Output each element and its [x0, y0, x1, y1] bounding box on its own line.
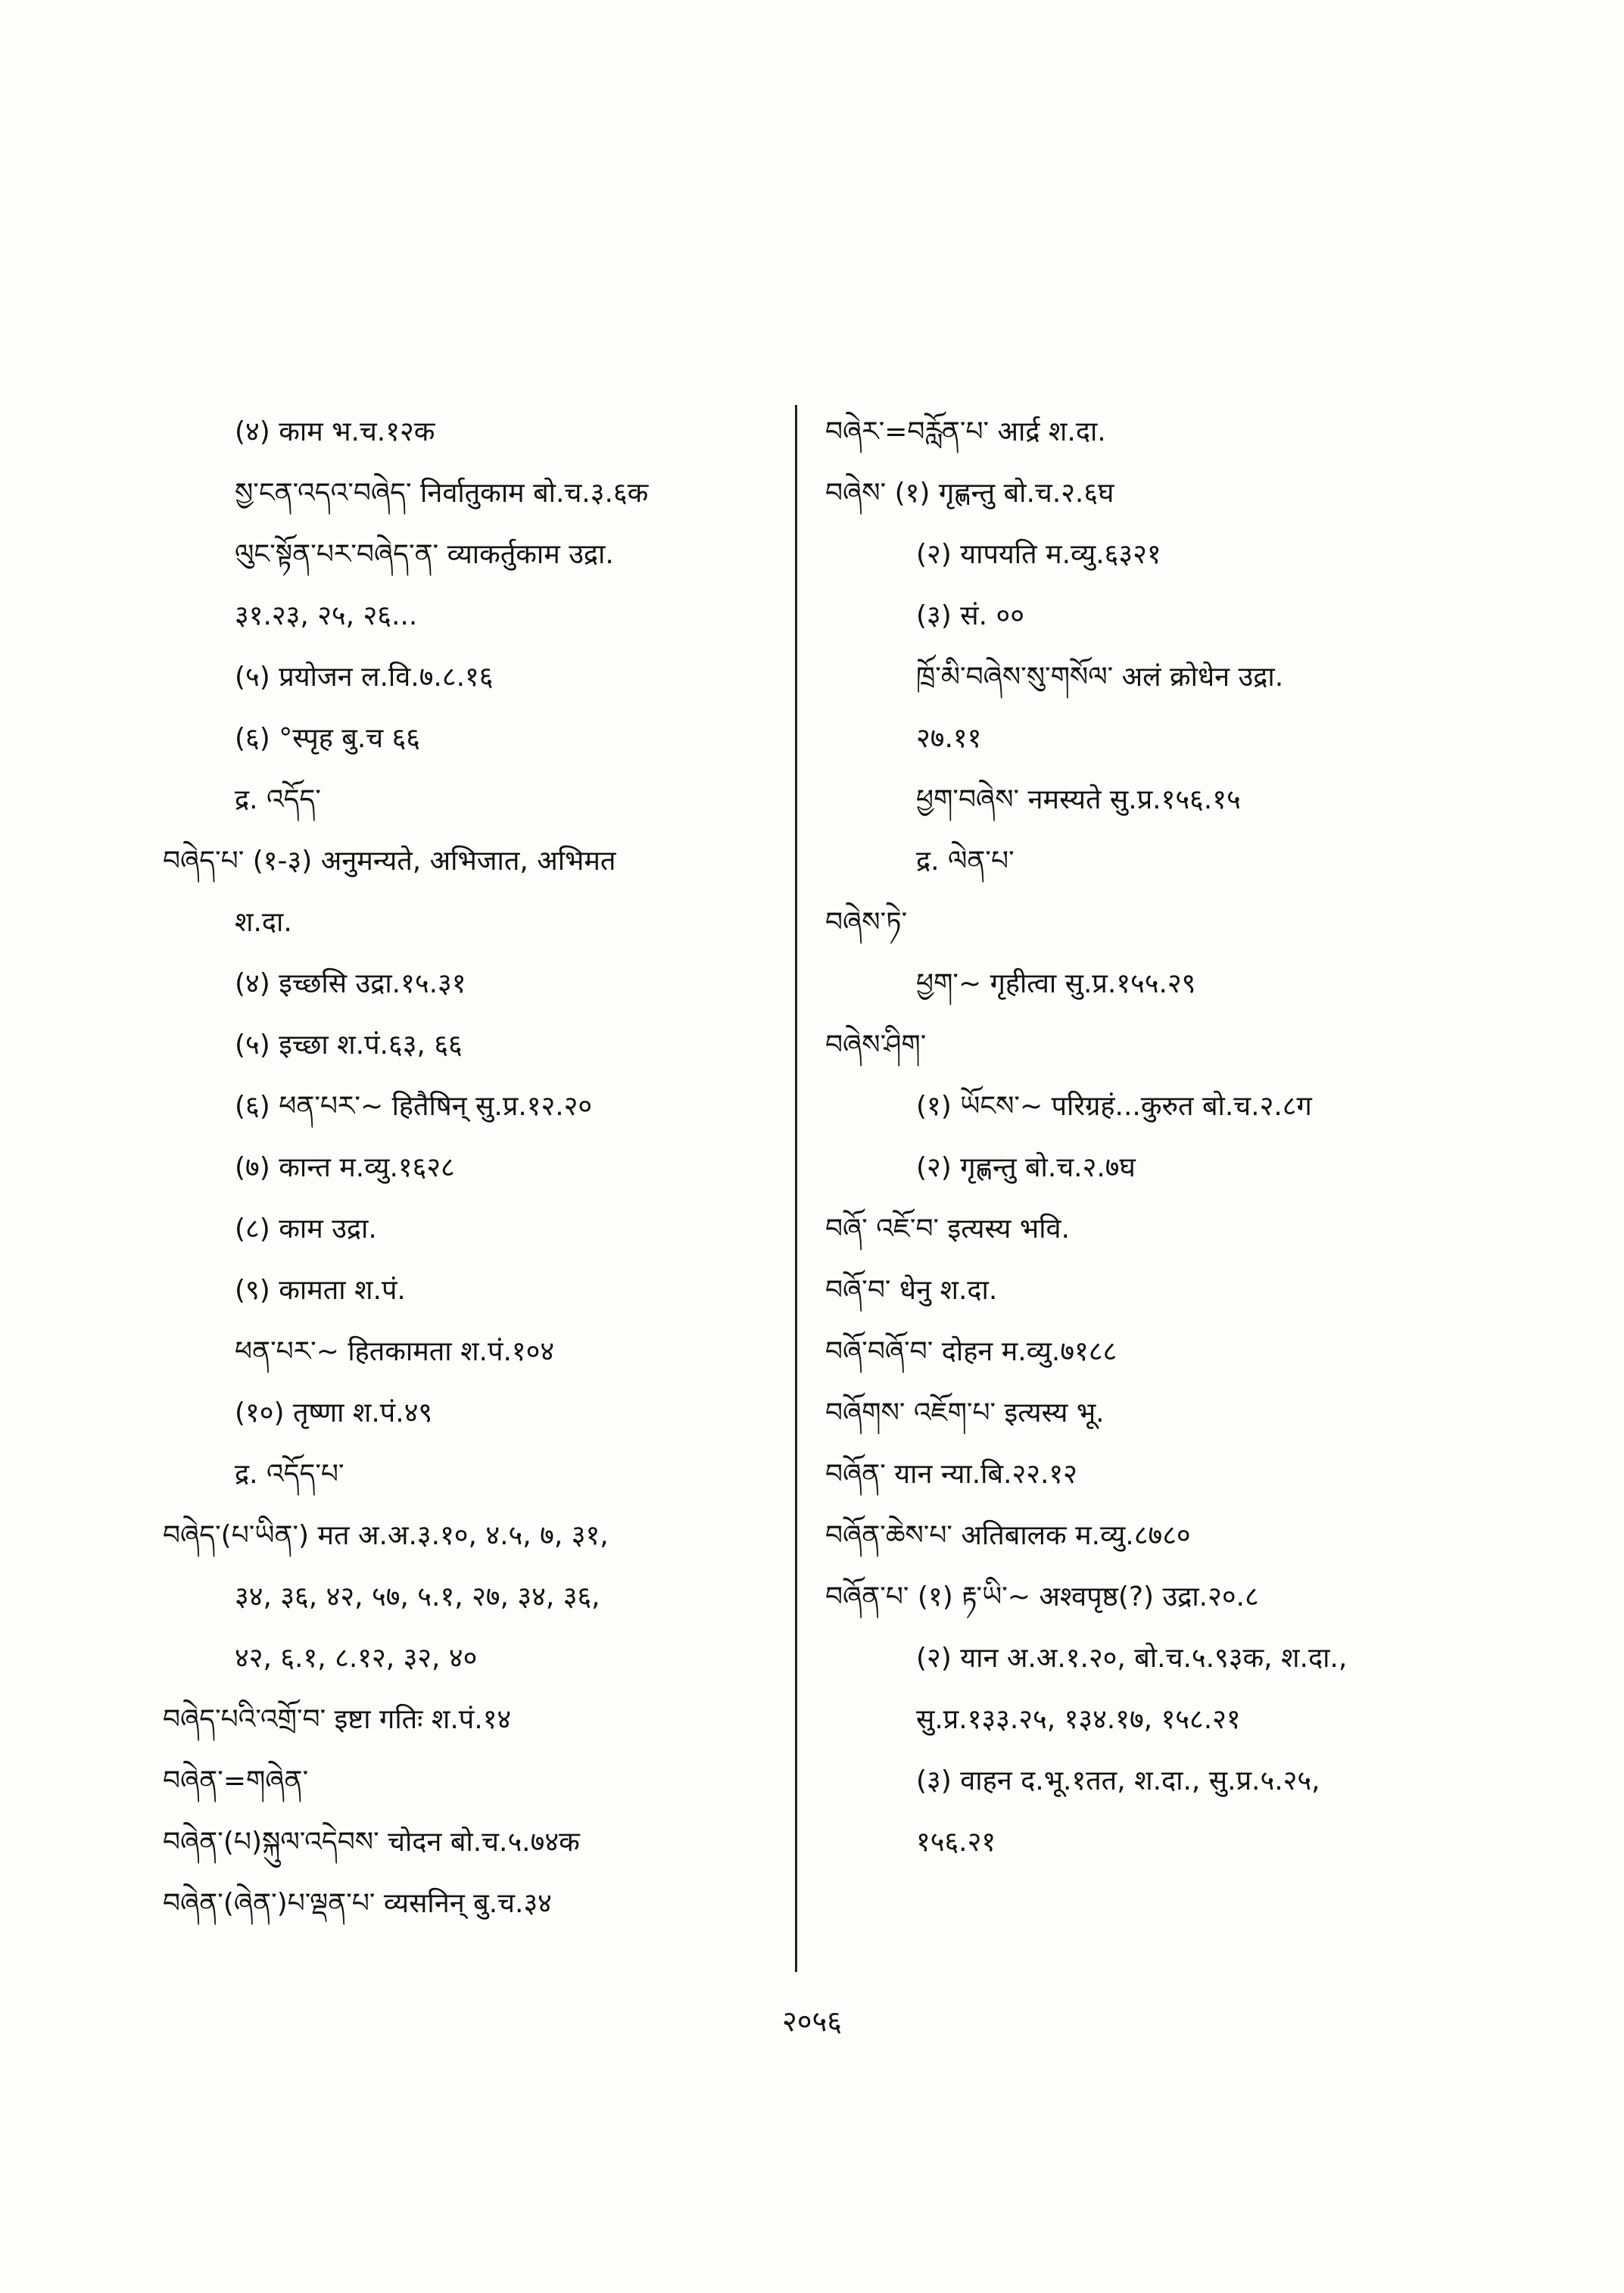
entry-line: (७) कान्त म.व्यु.१६२८: [235, 1152, 455, 1183]
entry-line: བཞེན་(པ)སྐུལ་འདེབས་ चोदन बो.च.५.७४क: [163, 1827, 580, 1858]
entry-line: (९) कामता श.पं.: [235, 1275, 406, 1306]
entry-line: (४) काम भ.च.१२क: [235, 416, 435, 447]
entry-line: སྱ་ངན་འདའ་བཞེད་ निर्वातुकाम बो.च.३.६क: [235, 478, 649, 509]
entry-line: (८) काम उद्रा.: [235, 1213, 377, 1245]
entry-line: (३) सं. ००: [916, 600, 1024, 631]
entry-line: (६) °स्पृह बु.च ६६: [235, 723, 421, 754]
entry-line: ཁྲོ་མི་བཞེས་སུ་གསོལ་ अलं क्रोधेन उद्रा.: [916, 662, 1284, 693]
entry-line: བཞོ་བཞོ་བ་ दोहन म.व्यु.७१८८: [825, 1336, 1117, 1367]
entry-line: བཞེད་(པ་ཡིན་) मत अ.अ.३.१०, ४.५, ७, ३१,: [163, 1520, 609, 1551]
entry-line: ལུང་སྟོན་པར་བཞེད་ན་ व्याकर्तुकाम उद्रा.: [235, 539, 614, 570]
entry-line: བཞེས་ཤིག་: [825, 1030, 927, 1061]
entry-line: ཕྱག་བཞེས་ नमस्यते सु.प्र.१५६.१५: [916, 784, 1241, 815]
entry-line: द्र. འདོད་པ་: [235, 1459, 344, 1490]
entry-line: བཞོ་བ་ धेनु श.दा.: [825, 1275, 998, 1306]
entry-line: (२) यापयति म.व्यु.६३२१: [916, 539, 1161, 570]
entry-line: (६) ཕན་པར་~ हितैषिन् सु.प्र.१२.२०: [235, 1091, 593, 1122]
entry-line: བཞོན་ यान न्या.बि.२२.१२: [825, 1459, 1077, 1490]
entry-line: (१०) तृष्णा श.पं.४९: [235, 1397, 433, 1428]
entry-line: བཞེད་པའི་འགྲོ་བ་ इष्टा गतिः श.पं.१४: [163, 1704, 512, 1735]
left-column: [163, 401, 784, 1934]
entry-line: བཞེན་(ཞེན་)པ་ལྡན་པ་ व्यसनिन् बु.च.३४: [163, 1888, 552, 1919]
entry-line: བཞོན་ཆེས་པ་ अतिबालक म.व्यु.८७८०: [825, 1520, 1191, 1551]
entry-line: ३१.२३, २५, २६...: [235, 600, 418, 631]
entry-line: ४२, ६.१, ८.१२, ३२, ४०: [235, 1643, 478, 1674]
page-number: २०५६: [781, 2005, 843, 2038]
right-column: [825, 401, 1461, 1873]
entry-line: ཕན་པར་~ हितकामता श.पं.१०४: [235, 1336, 555, 1367]
entry-line: བཞོགས་ འཇོག་པ་ इत्यस्य भू.: [825, 1397, 1105, 1428]
entry-line: ཕྱག་~ गृहीत्वा सु.प्र.१५५.२९: [916, 968, 1196, 999]
entry-line: सु.प्र.१३३.२५, १३४.१७, १५८.२१: [916, 1704, 1241, 1735]
entry-line: (३) वाहन द.भू.१तत, श.दा., सु.प्र.५.२५,: [916, 1765, 1320, 1796]
entry-line: བཞེས་ (१) गृह्णन्तु बो.च.२.६घ: [825, 478, 1114, 509]
entry-line: ३४, ३६, ४२, ५७, ५.१, २७, ३४, ३६,: [235, 1581, 600, 1612]
entry-line: བཞེན་=གཞེན་: [163, 1765, 309, 1796]
entry-line: བཞེད་པ་ (१-३) अनुमन्यते, अभिजात, अभिमत: [163, 846, 616, 877]
entry-line: (५) इच्छा श.पं.६३, ६६: [235, 1030, 463, 1061]
entry-line: (४) इच्छसि उद्रा.१५.३१: [235, 968, 466, 999]
entry-line: བཞེས་ཏེ་: [825, 907, 908, 938]
entry-line: श.दा.: [235, 907, 292, 938]
entry-line: द्र. ལེན་པ་: [916, 846, 1015, 877]
entry-line: བཞེར་=བརློན་པ་ आर्द्र श.दा.: [825, 416, 1106, 447]
entry-line: २७.११: [916, 723, 982, 754]
entry-line: (५) प्रयोजन ल.वि.७.८.१६: [235, 662, 494, 693]
entry-line: (१) ཡོངས་~ परिग्रहं...कुरुत बो.च.२.८ग: [916, 1091, 1312, 1122]
entry-line: १५६.२१: [916, 1827, 996, 1858]
column-divider: [795, 405, 797, 1972]
entry-line: བཞོ་ འཇོ་བ་ इत्यस्य भवि.: [825, 1213, 1070, 1245]
entry-line: (२) गृह्णन्तु बो.च.२.७घ: [916, 1152, 1136, 1183]
entry-line: द्र. འདོད་: [235, 784, 321, 815]
entry-line: བཞོན་པ་ (१) རྟ་ཡི་~ अश्वपृष्ठ(?) उद्रा.२०.८: [825, 1581, 1259, 1612]
entry-line: (२) यान अ.अ.१.२०, बो.च.५.९३क, श.दा.,: [916, 1643, 1348, 1674]
